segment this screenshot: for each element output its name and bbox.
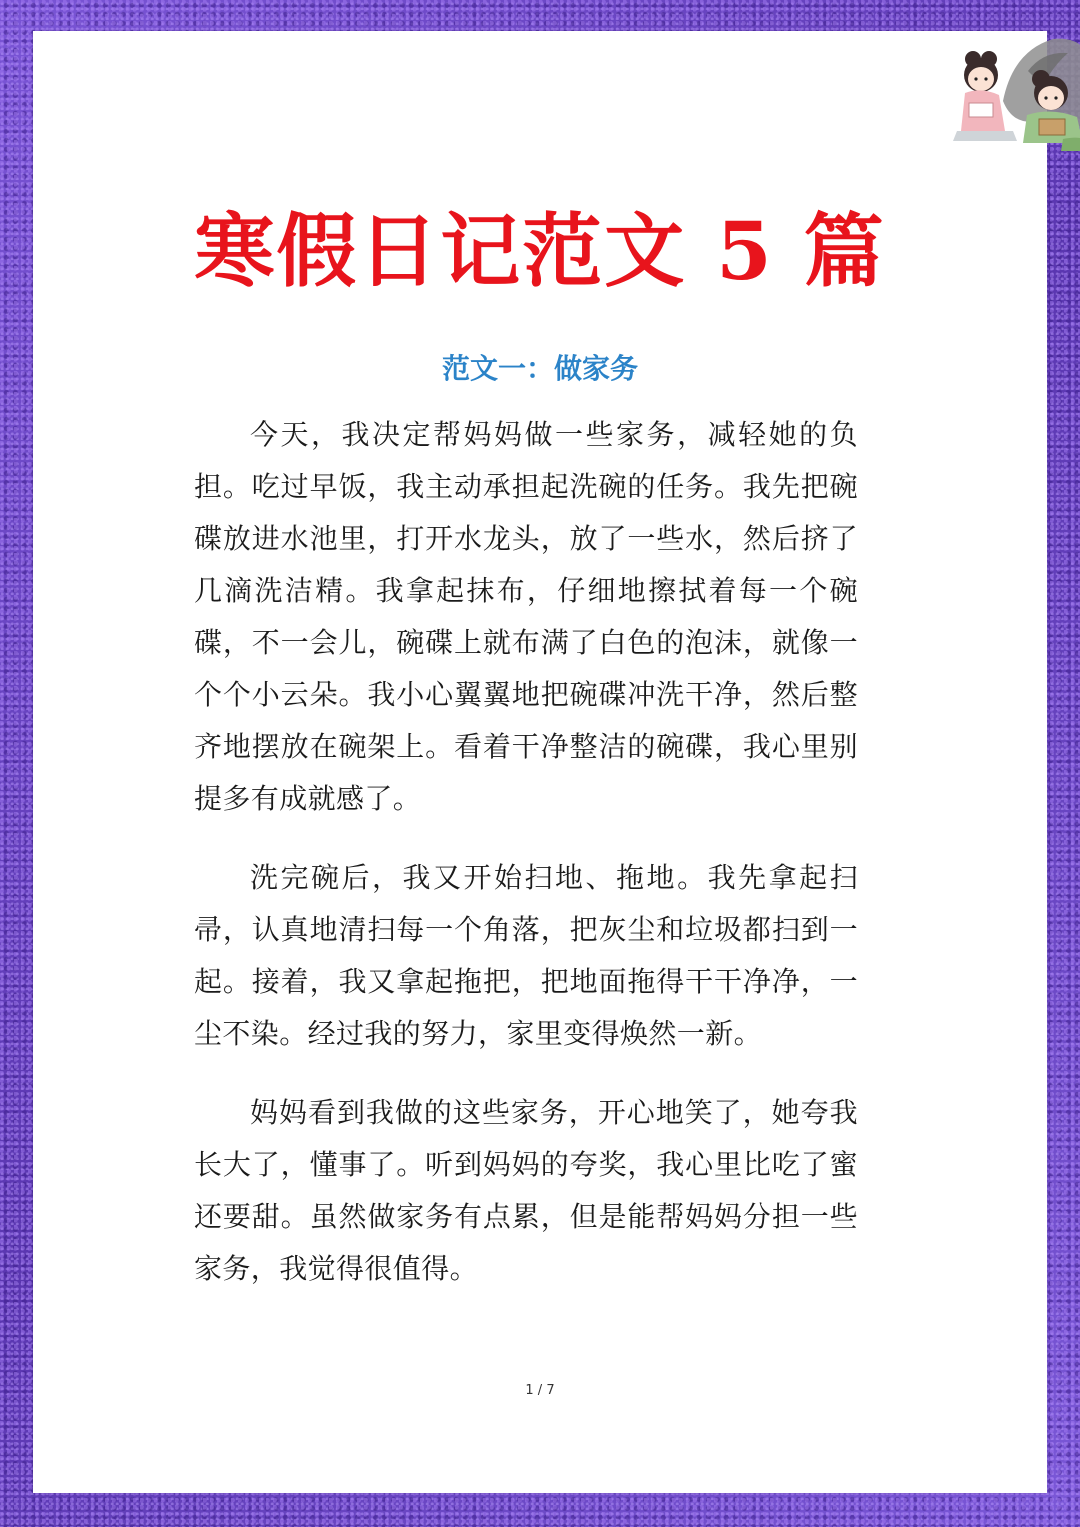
paragraph-1: 今天，我决定帮妈妈做一些家务，减轻她的负担。吃过早饭，我主动承担起洗碗的任务。我先把碗碟放进水池里，打开水龙头，放了一些水，然后挤了几滴洗洁精。我拿起抹布，仔细地擦拭着每一个碗碟，不一会儿，碗碟上就布满了白色的泡沫，就像一个个小云朵。我小心翼翼地把碗碟冲洗干净，然后整齐地摆放在碗架上。看着干净整洁的碗碟，我心里别提多有成就感了。 (194, 418, 858, 815)
document-page (33, 31, 1047, 1493)
article-body (194, 409, 858, 1322)
page-number: 1 / 7 (525, 1383, 555, 1398)
section-subtitle: 范文一：做家务 (441, 352, 638, 385)
paragraph-3: 妈妈看到我做的这些家务，开心地笑了，她夸我长大了，懂事了。听到妈妈的夸奖，我心里比吃了蜜还要甜。虽然做家务有点累，但是能帮妈妈分担一些家务，我觉得很值得。 (194, 1096, 858, 1285)
reading-children-illustration-icon (943, 31, 1080, 156)
paragraph-2: 洗完碗后，我又开始扫地、拖地。我先拿起扫帚，认真地清扫每一个角落，把灰尘和垃圾都扫到一起。接着，我又拿起拖把，把地面拖得干干净净，一尘不染。经过我的努力，家里变得焕然一新。 (194, 861, 858, 1050)
page-title: 寒假日记范文 5 篇 (194, 204, 886, 298)
